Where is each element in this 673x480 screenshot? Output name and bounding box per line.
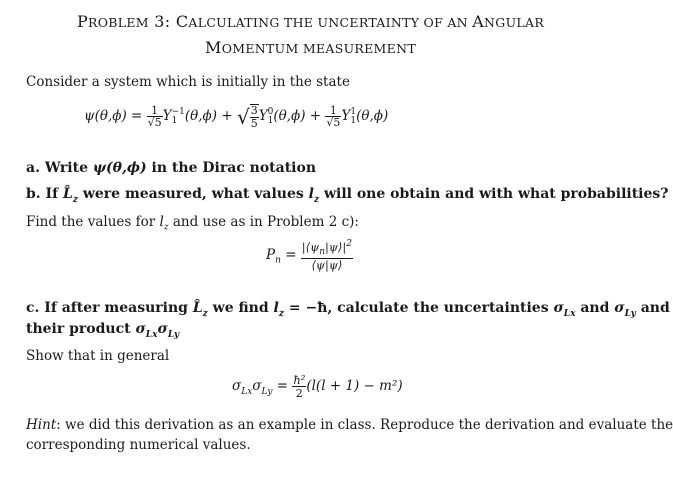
note-prefix: Find the values for bbox=[26, 214, 160, 230]
conjunction: and bbox=[635, 300, 670, 316]
sqrt-fraction bbox=[250, 104, 259, 129]
problem-title-line-1 bbox=[0, 12, 621, 31]
fraction-denominator: √5 bbox=[147, 116, 162, 130]
prob-lhs: P bbox=[266, 246, 276, 263]
spherical-harmonic: Y bbox=[258, 108, 268, 125]
fraction-numerator: 1 bbox=[329, 103, 337, 117]
title-letter: M bbox=[205, 38, 222, 57]
sigma-sub: Ly bbox=[624, 308, 636, 319]
operator-lz: L̂ bbox=[62, 186, 73, 202]
title-letter: C bbox=[175, 12, 189, 31]
num-rest: |ψ⟩| bbox=[324, 239, 347, 254]
conjunction: and bbox=[575, 300, 615, 316]
problem-title-line-2 bbox=[0, 38, 621, 57]
operator-sub: z bbox=[72, 194, 78, 205]
harmonic-args: (θ,ϕ) + bbox=[184, 108, 233, 125]
fraction-denominator: ⟨ψ|ψ⟩ bbox=[301, 258, 353, 271]
variable-sub: z bbox=[163, 222, 169, 233]
sigma-sub: Ly bbox=[261, 386, 273, 397]
sigma-ly: σ bbox=[252, 378, 262, 395]
harmonic-sup: 1 bbox=[350, 106, 357, 117]
hint-text: : we did this derivation as an example in class. Reproduce the derivation and evaluate the bbox=[56, 417, 673, 433]
hint-line-1 bbox=[26, 417, 673, 433]
part-b-heading bbox=[26, 186, 669, 205]
part-c-mid: we find bbox=[207, 300, 274, 316]
part-b-suffix: will one obtain and with what probabilities? bbox=[319, 186, 669, 202]
sigma-ly: σ bbox=[614, 300, 625, 316]
part-c-heading-line-2 bbox=[26, 321, 179, 340]
num-sub: n bbox=[319, 247, 325, 258]
title-letter: P bbox=[76, 12, 89, 31]
num-sup: 2 bbox=[346, 239, 352, 249]
title-smallcaps: ALCULATING THE UNCERTAINTY OF AN bbox=[188, 15, 473, 30]
part-a-suffix: in the Dirac notation bbox=[146, 160, 317, 176]
variable-l: l bbox=[159, 214, 164, 230]
state-equation bbox=[84, 104, 388, 129]
part-b-mid: were measured, what values bbox=[77, 186, 309, 202]
variable-sub: z bbox=[313, 194, 320, 205]
fraction-denominator: 5 bbox=[250, 116, 258, 130]
sigma-sub: Lx bbox=[145, 329, 158, 340]
part-c-prefix: c. If after measuring bbox=[26, 300, 193, 316]
intro-text: Consider a system which is initially in the state bbox=[26, 74, 350, 90]
part-c-suffix: , calculate the uncertainties bbox=[327, 300, 554, 316]
part-a-prefix: a. Write bbox=[26, 160, 93, 176]
title-letter: A bbox=[472, 12, 485, 31]
fraction-numerator: ħ² bbox=[293, 373, 306, 387]
spherical-harmonic: Y bbox=[341, 108, 351, 125]
harmonic-sub: 1 bbox=[267, 115, 274, 126]
harmonic-sup: −1 bbox=[171, 106, 185, 117]
equals-sign: = bbox=[276, 378, 289, 395]
fraction-denominator: 2 bbox=[292, 386, 306, 399]
general-rhs: (l(l + 1) − m²) bbox=[306, 378, 403, 395]
part-c-line2-prefix: their product bbox=[26, 321, 136, 337]
prob-fraction bbox=[301, 240, 353, 271]
part-c-heading-line-1 bbox=[26, 300, 670, 319]
sigma-lx: σ bbox=[232, 378, 242, 395]
sigma-sub: Lx bbox=[241, 386, 253, 397]
spherical-harmonic: Y bbox=[162, 108, 172, 125]
show-general-text: Show that in general bbox=[26, 348, 170, 364]
part-a-heading bbox=[26, 160, 316, 176]
operator-sub: z bbox=[202, 308, 208, 319]
sigma-lx: σ bbox=[553, 300, 564, 316]
probability-equation bbox=[266, 240, 353, 271]
hint-label: Hint bbox=[26, 417, 57, 433]
title-number: 3: bbox=[148, 12, 176, 31]
part-c-value: = −ħ bbox=[283, 300, 328, 316]
equals-sign: = bbox=[285, 246, 297, 263]
fraction-numerator: 3 bbox=[250, 104, 258, 117]
part-a-math: ψ(θ,ϕ) bbox=[92, 160, 147, 176]
num-part: |⟨ψ bbox=[301, 239, 320, 254]
harmonic-sub: 1 bbox=[350, 115, 357, 126]
harmonic-indices bbox=[172, 108, 185, 126]
sigma-sub: Ly bbox=[167, 329, 180, 340]
harmonic-sub: 1 bbox=[171, 115, 178, 126]
variable-sub: z bbox=[278, 308, 284, 319]
title-smallcaps: NGULAR bbox=[484, 15, 545, 30]
variable-l: l bbox=[273, 300, 279, 316]
operator-lz: L̂ bbox=[192, 300, 203, 316]
fraction-numerator: 1 bbox=[151, 103, 159, 117]
fraction-numerator bbox=[301, 240, 353, 258]
part-b-note bbox=[26, 214, 359, 233]
sqrt-sign: √ bbox=[236, 104, 250, 129]
fraction-3 bbox=[325, 105, 341, 129]
title-smallcaps: ROBLEM bbox=[88, 15, 149, 30]
title-smallcaps: OMENTUM MEASUREMENT bbox=[221, 41, 416, 56]
fraction-1 bbox=[147, 105, 163, 129]
note-suffix: and use as in Problem 2 c): bbox=[168, 214, 359, 230]
harmonic-sup: 0 bbox=[267, 106, 274, 117]
harmonic-args: (θ,ϕ) + bbox=[273, 108, 322, 125]
sigma-ly: σ bbox=[157, 321, 168, 337]
variable-l: l bbox=[308, 186, 314, 202]
harmonic-args: (θ,ϕ) bbox=[356, 108, 389, 125]
sigma-sub: Lx bbox=[563, 308, 576, 319]
hint-line-2: corresponding numerical values. bbox=[26, 437, 251, 453]
fraction-denominator: √5 bbox=[326, 116, 341, 130]
general-equation bbox=[232, 374, 403, 399]
prob-lhs-sub: n bbox=[275, 255, 281, 266]
equation-lhs: ψ(θ,ϕ) = bbox=[84, 108, 143, 125]
part-b-prefix: b. If bbox=[26, 186, 63, 202]
hbar-fraction bbox=[292, 374, 306, 399]
sigma-lx: σ bbox=[135, 321, 146, 337]
